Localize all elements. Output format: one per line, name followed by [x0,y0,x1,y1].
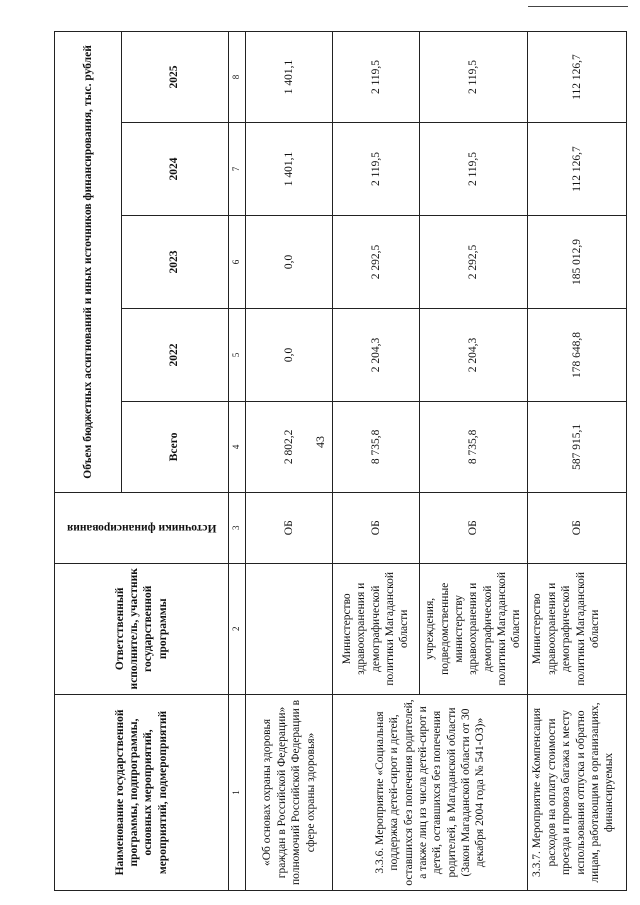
col-number: 2 [228,563,245,694]
row-value-2023: 2 292,5 [419,215,528,308]
row-value-2022: 0,0 [246,308,333,401]
row-value-2022: 2 204,3 [419,308,528,401]
header-year-2023: 2023 [121,215,228,308]
row-value-2024: 2 119,5 [333,123,419,216]
row-value-2025: 1 401,1 [246,32,333,123]
row-value-2025: 2 119,5 [333,32,419,123]
row-source: ОБ [333,492,419,563]
header-source [55,492,229,563]
col-number: 8 [228,32,245,123]
column-numbers-row [228,32,245,891]
row-value-2023: 185 012,9 [528,215,627,308]
header-year-2025: 2025 [121,32,228,123]
table-row [528,32,627,891]
top-rule [528,6,628,7]
row-value-total: 8 735,8 [419,401,528,492]
rotated-table-container [54,31,627,891]
row-value-total: 587 915,1 [528,401,627,492]
header-executor: Ответственный исполнитель, участник государственной программы [55,563,229,694]
table-row [246,32,333,891]
row-value-2022: 178 648,8 [528,308,627,401]
page-number: 43 [313,436,327,448]
row-source: ОБ [419,492,528,563]
row-value-total: 2 802,2 [246,401,333,492]
row-executor: учреждения, подведомственные министерству здравоохранения и демографической политики Магаданской области [419,563,528,694]
col-number: 4 [228,401,245,492]
row-value-2024: 112 126,7 [528,123,627,216]
row-executor [246,563,333,694]
row-source: ОБ [246,492,333,563]
header-name: Наименование государственной программы, подпрограммы, основных мероприятий, мероприятий, подмероприятий [55,694,229,890]
row-value-2022: 2 204,3 [333,308,419,401]
row-name: «Об основах охраны здоровья граждан в Российской Федерации» полномочий Российской Федерации в сфере охраны здоровья» [246,694,333,890]
header-source-text: Источники финансирования [66,521,217,534]
row-executor: Министерство здравоохранения и демографической политики Магаданской области [528,563,627,694]
row-value-2025: 112 126,7 [528,32,627,123]
row-value-2023: 2 292,5 [333,215,419,308]
row-value-2024: 2 119,5 [419,123,528,216]
row-name: 3.3.6. Мероприятие «Социальная поддержка детей-сирот и детей, оставшихся без попечения родителей, а также лиц из числа детей-сирот и детей, оставшихся без попечения родителей, в Магаданской области (Закон Магаданской области от 30 декабря 2004 года № 541-ОЗ)» [333,694,528,890]
col-number: 7 [228,123,245,216]
row-value-2025: 2 119,5 [419,32,528,123]
row-name: 3.3.7. Мероприятие «Компенсация расходов на оплату стоимости проезда и провоза багажа к месту использования отпуска и обратно лицам, работающим в организациях, финансируемых [528,694,627,890]
col-number: 5 [228,308,245,401]
row-source: ОБ [528,492,627,563]
header-row-1 [55,32,122,891]
header-budget-group: Объем бюджетных ассигнований и иных источников финансирования, тыс. рублей [55,32,122,493]
header-year-total: Всего [121,401,228,492]
header-year-2024: 2024 [121,123,228,216]
col-number: 3 [228,492,245,563]
budget-table [54,31,627,891]
row-value-2024: 1 401,1 [246,123,333,216]
col-number: 6 [228,215,245,308]
row-value-total: 8 735,8 [333,401,419,492]
table-row [333,32,419,891]
row-executor: Министерство здравоохранения и демографической политики Магаданской области [333,563,419,694]
header-year-2022: 2022 [121,308,228,401]
col-number: 1 [228,694,245,890]
row-value-2023: 0,0 [246,215,333,308]
